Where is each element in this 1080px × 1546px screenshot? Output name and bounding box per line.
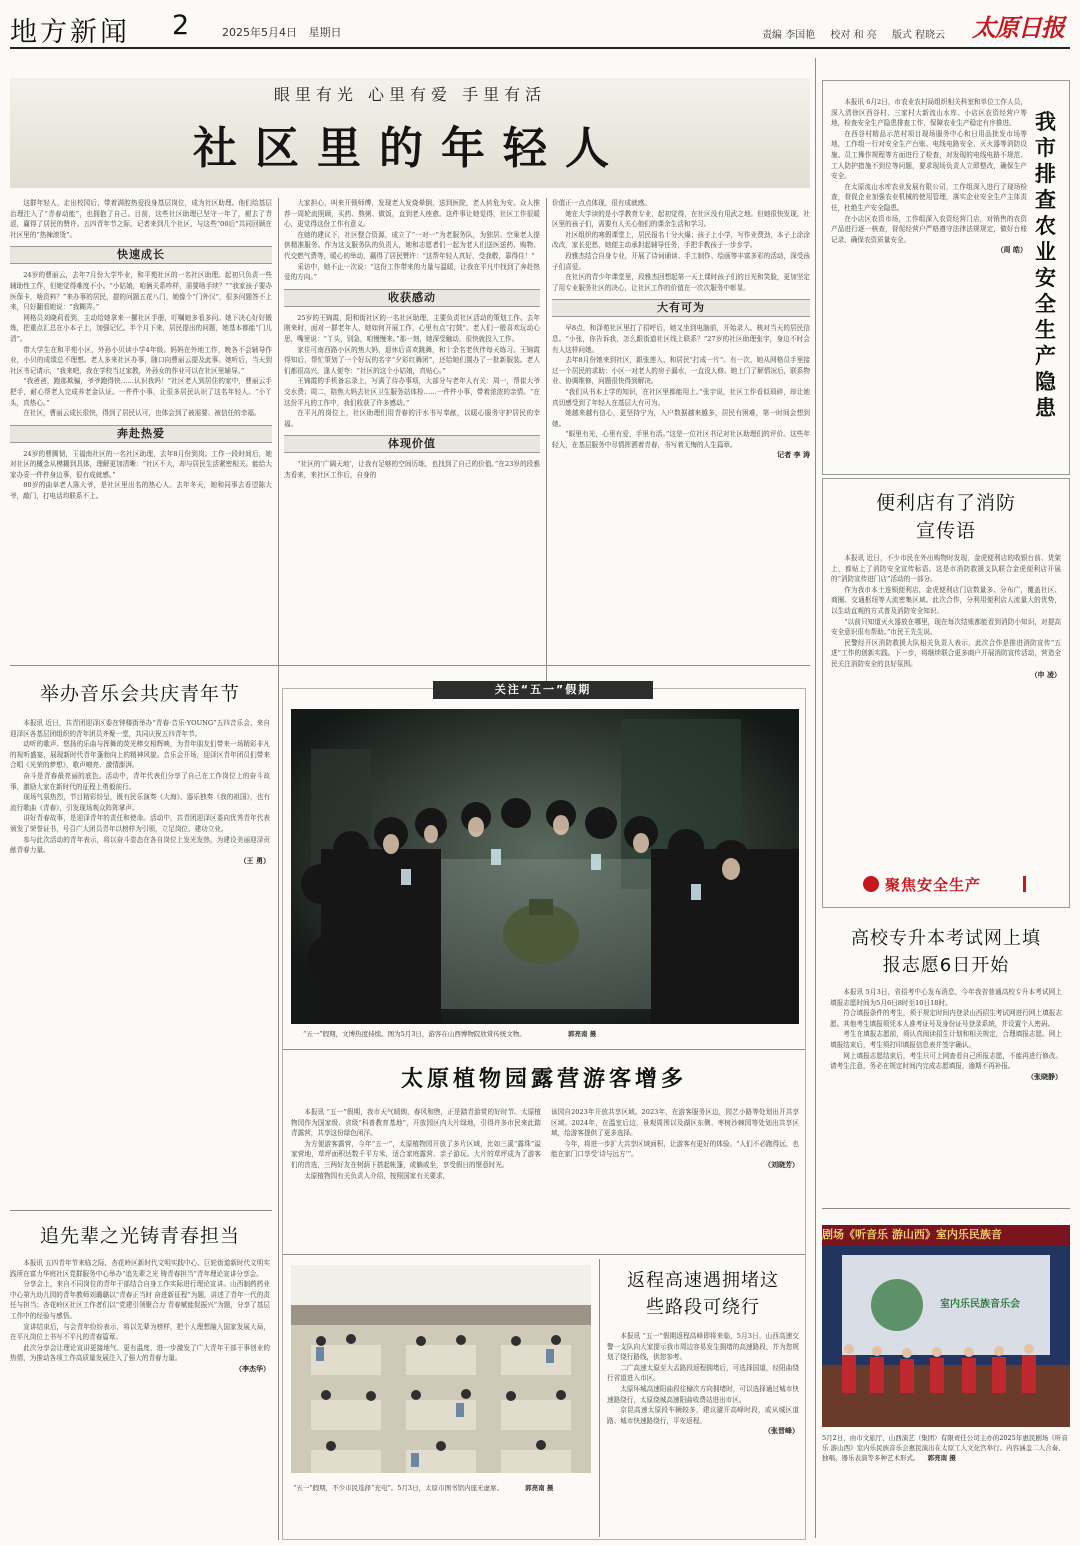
paragraph: 采访中，她不止一次说：“这份工作带来的力量与温暖，让我在平凡中找到了奔赴热爱的方向。” [284,262,540,282]
section-rule [822,1208,1070,1209]
paragraph: 奋斗是青春最亮丽的底色。活动中，青年代表们分享了自己在工作岗位上的奋斗故事，激励大家在新时代的征程上勇毅前行。 [10,771,270,791]
column-rule [278,672,279,1540]
may-day-section [282,683,806,1540]
concert-banner-text: 剧场《听音乐 游山西》室内乐民族音 [822,1228,1002,1241]
paper-logo: 太原日报 [972,13,1064,42]
paragraph: 去年8月份她来到社区，跟张莲入、和居民“打成一片”。有一次，她从网格员手里接过一个居民的求助：小区一对老人的房子漏水，一直没人修。她上门了解情况后，联系物业、协调维修，问题很快得到解决。 [552,356,810,386]
museum-caption-text: “五一”假期，文博热度持续。图为5月3日，游客在山西博物院欣赏传统文物。 [303,1030,526,1038]
paragraph: 在太原流山水库农业发展有限公司，工作组深入进行了现场检查，督促企业加强农业机械的使用管理，落实企业安全生产主体责任，杜绝生产安全隐患。 [831,182,1027,212]
paragraph: “以前只知道灭火器放在哪里，现在每次结账都能看到消防小知识，对提高安全意识很有帮助。”市民王先生说。 [831,617,1061,637]
paragraph: 她在大学读的是小学教育专业，起初觉得，在社区没有用武之地。但她很快发现，社区里的孩子们，需要有人关心他们的课余生活和学习。 [552,209,810,229]
checker-name: 和 亮 [853,30,877,41]
fire-author: （申 凌） [1030,670,1061,679]
focus-safety-bar [863,873,1033,895]
library-photo-illustration [291,1265,591,1473]
highway-body [607,1331,799,1527]
lead-col2 [284,198,540,696]
paragraph: 太原环城高速阳曲段往榆次方向拥堵时，可以选择通过城市快速路绕行，太原绕城高速阳曲收费站进出市区。 [607,1384,799,1404]
date: 2025年5月4日 [222,26,297,39]
paragraph: 段雅杰结合自身专业，开展了诗词诵读、手工制作、绘画等丰富多彩的活动，深受孩子们喜爱。 [552,251,810,271]
paragraph: 在她的建议下，社区整合资源，成立了“一对一”为老服务队，为独居、空巢老人提供精准服务。作为这支服务队的负责人，她和志愿者们一起为老人们送医送药、购物、代交燃气费等，暖心的举动，赢得了居民赞许：“这帮年轻人真好，受我敬，靠得住！” [284,230,540,260]
section-rule [283,1254,805,1255]
article-exam [822,925,1070,1195]
agri-body [831,97,1027,467]
lead-title: 社区里的年轻人 [193,123,627,174]
concert-banner [822,1225,1070,1245]
paragraph: 她越来越有信心，更坚持宁为，入户数据越来越多，居民有困难，第一时间会想到她。 [552,409,810,428]
paragraph: “我爸爸，跑那欺骗，爷爷跑得快……认识我吗！”社区老人到居住的家中，曹丽云手把手，耐心帮老人完成养老金认证。一件件小事，让很多居民认识了这名年轻人。“小丫头，真热心。” [10,377,272,407]
subhead-dayou: 大有可为 [552,299,810,317]
pioneer-body [10,1258,270,1508]
may-day-label-bar [433,681,653,699]
article-pioneer [10,1218,270,1540]
column-rule [546,198,547,698]
checker-label: 校对 [830,30,851,41]
editor-name: 李国艳 [785,30,816,41]
concert-photo [822,1225,1070,1427]
page-rule [815,58,816,1538]
paragraph: 参与此次活动的青年表示，将以奋斗姿态在各自岗位上发光发热，为建设美丽迎泽贡献青春力量。 [10,835,270,855]
focus-bar-mark [1023,876,1026,892]
paragraph: 在小店区农资市场，工作组深入农资经营门店，对销售的农资产品进行逐一核查，督促经营户严格遵守法律法规规定，做好台账记录，确保农资质量安全。 [831,214,1027,244]
music-body [10,718,270,1158]
paragraph: “眼里有光，心里有爱，手里有活。”这是一位社区书记对社区助理们的评价。这些年轻人，在基层服务中尽情挥洒着青春，书写着无悔的人生篇章。 [552,430,810,449]
weekday: 星期日 [308,26,342,39]
paragraph: 80岁的曲阜老人陈大爷，是社区里出名的热心人。去年冬天，她和同事去看望陈大爷，敲门，打电话均联系不上。 [10,481,272,501]
paragraph: 现场气氛热烈，节目精彩纷呈，既有民乐演奏《大海》、器乐独奏《我的祖国》，也有流行歌曲《青春》，引发现场观众阵阵掌声。 [10,793,270,812]
paragraph: 王锦霞的手机备忘录上，写满了待办事项，大部分与老年人有关：周一，帮崔大爷交水费；周二，陪焦大妈去社区卫生服务站体检……一件件小事，带着浓浓的亲情。“在这份平凡的工作中，我们收获了许多感动。” [284,377,540,407]
paragraph: 25岁的王锦霞，阳和街社区的一名社区助理，主要负责社区活动的策划工作。去年刚来时，面对一群老年人，她如何开展工作，心里有点“打鼓”。老人们一般喜欢玩动心思，嘴里说：“丫头，别急，咱慢慢来。”那一刻，她深受触动，很快就投入工作。 [284,313,540,343]
paragraph: 二广高速太原至大盂路段返程拥堵后，可选择国道，经阳曲绕行省道进入市区。 [607,1363,799,1383]
subhead-tixian: 体现价值 [284,435,540,453]
paragraph: 24岁的曹丽云，去年7月份大学毕业，和平苑社区的一名社区助理。起初只负责一些辅助性工作，但她觉得难度不小。“小姑娘，咱俩关系咋样，需要啥手续？”“我家孩子要办医保卡，啥资料？”来办事的居民，提的问题五花八门，她像个“门外汉”，很多问题答不上来，只好翻看她说：“我糊弄。” [10,271,272,312]
paragraph: 宣讲结束后，与会青年纷纷表示，将以先辈为榜样，把个人理想融入国家发展大局，在平凡岗位上书写不平凡的青春篇章。 [10,1322,270,1342]
exam-author: （张晓静） [1027,1072,1062,1081]
may-day-label: 关注“五一”假期 [494,683,592,696]
concert-caption-text: 5月2日，由市文旅厅、山西演艺（集团）有限责任公司主办的2025年惠民剧场《听音乐 游山西》室内乐民族音乐会惠民演出在太原工人文化宫举行。内容涵盖二人合奏、独唱、器乐表演等多种艺术形式。 [822,1434,1068,1462]
garden-author: （刘晓芳） [764,1160,799,1169]
museum-photo-illustration [291,709,799,1024]
paragraph: 24岁的曹腾韧，玉福南社区的一名社区助理，去年8月份到岗。工作一段时间后，她对社区的概念从模糊到具体，理解更加清晰：“社区不大，却与居民生活紧密相关。能给大家办妥一件件身边事，很有成就感。” [10,449,272,479]
museum-photo-credit: 郭亮南 摄 [568,1030,597,1038]
paragraph: 网上填报志愿结束后，考生只可上网查看自己所报志愿，不能再进行修改。请考生注意，务必在规定时间内完成志愿填报，逾期不再补报。 [830,1051,1062,1071]
credits [762,26,945,41]
masthead [0,0,1080,50]
paragraph: 该园自2023年开放共享区域。2023年，在游客服务区边，园艺小路等处划出开共享区域。2024年，在温室后边，景观周围以及湖区东侧、枣树沙棘园等处划出共享区域，给游客提供了更多选择。 [551,1108,799,1138]
garden-title: 太原植物园露营游客增多 [400,1067,687,1092]
paragraph: 本报讯 “五一”假期，我市天气晴朗，春风和煦，正是踏青游赏的好时节。太原植物园作为国家级、省级“科普教育基地”，开放园区内大片绿地，引得许多市民来此踏青露营，共享这份绿色闲洋。 [291,1108,541,1138]
concert-photo-block [822,1225,1070,1540]
museum-photo [291,709,799,1024]
article-highway [607,1267,799,1527]
column-rule [599,1259,600,1537]
paragraph: 本报讯 6月2日，市农业农村局组织相关科室和单位工作人员，深入清徐区西谷村、三家村大新流山水库、小店区农资经营户等地，检查安全生产隐患排查工作，保障农业生产稳定有序推进。 [831,98,1027,128]
paragraph: 动听的歌声、悠扬的乐曲与挥舞的荧光棒交相辉映，为青年朋友们带来一场精彩非凡的视听盛宴，展现新时代青年蓬勃向上的精神风貌。音乐会开场，迎泽区青年团员们带来合唱《光荣的梦想》，歌声嘹亮、激情澎湃。 [10,740,270,770]
article-music [10,672,270,1202]
exam-title: 高校专升本考试网上填报志愿6日开始 [851,928,1041,976]
paragraph: 讲好青春故事，是迎泽青年的责任和使命。活动中，共青团迎泽区委向优秀青年代表颁发了荣誉证书，号召广大团员青年以榜样为引领，立足岗位、建功立业。 [10,814,270,833]
paragraph: 此次分享会让理论宣讲更接地气、更有温度，进一步激发了广大青年干部干事创业的热情，为推动各项工作高质量发展注入了强大的青春力量。 [10,1343,270,1363]
paragraph: 在社区的青少年课堂里，段雅杰回想起第一天上课时孩子们的目光和笑脸，更加坚定了用专业服务社区的决心，让社区工作的价值在一次次服务中彰显。 [552,273,810,292]
paragraph: 家住可南西路小区的焦大妈，退休后喜欢跳舞，和十余名老伙伴每天练习。王锦霞得知后，帮忙策划了一个好玩的名字“夕彩红舞团”，还给她们置办了一批新服装。老人们都很高兴，逢人便夸：“社区的这个小姑娘，真贴心。” [284,345,540,375]
paragraph: 本报讯 近日，共青团迎泽区委在钟楼街举办“青春·音乐·YOUNG”五四音乐会，来自迎泽区各基层团组织的青年团员齐聚一堂，共同庆祝五四青年节。 [10,719,270,738]
paragraph: 太原植物园有关负责人介绍，按照国家有关要求， [304,1171,450,1180]
library-caption-text: “五一”假期，不少市民选择“充电”。5月3日，太原市图书馆内座无虚席。 [293,1484,504,1492]
paragraph: 社区组织的寒假课堂上，居民报名十分火爆；孩子上小学，写作业费劲，本子上涂涂改改，家长犯愁，她便主动承担起辅导任务，手把手教孩子一步步学。 [552,230,810,250]
lead-kicker: 眼里有光 心里有爱 手里有活 [273,85,547,104]
fire-title: 便利店有了消防宣传语 [875,492,1016,542]
date-line [222,24,342,40]
concert-photo-credit: 郭亮南 摄 [927,1454,956,1462]
article-agri-safety [822,80,1070,475]
article-fire-safety [822,478,1070,908]
paragraph: 大家担心，叫来开锁师傅，发现老人发烧晕倒，送到医院，老人转危为安。众人推荐一周轮流照顾，买药、熬粥、做饭，直到老人痊愈。这件事让她觉得，社区工作很暖心，更觉得这份工作有意义。 [284,199,540,229]
masthead-rule [10,47,1070,49]
library-caption [293,1483,593,1493]
library-photo-credit: 郭亮南 摄 [525,1484,554,1492]
subhead-shouhuo: 收获感动 [284,289,540,307]
agri-title: 我市排查农业安全生产隐患 [1035,110,1056,420]
paragraph: 价值正一点点体现，很有成就感。 [552,199,651,207]
museum-caption [303,1029,783,1039]
designer-name: 程晓云 [915,30,946,41]
column-rule [278,198,279,698]
fire-body [831,553,1061,873]
paragraph: 本报讯 5月3日，省招考中心发布消息，今年我省普通高校专升本考试网上填报志愿时间为5月6日8时至10日18时。 [830,988,1062,1007]
highway-author: （张晋峰） [764,1427,799,1436]
pioneer-title: 追先辈之光铸青春担当 [40,1225,241,1247]
concert-caption [822,1433,1070,1537]
paragraph: 本报讯 “五一”假期返程高峰即将来临，5月3日，山西高速交警一支队向大家提示我市周边容易发生拥堵的高速路段，并为您规划了绕行路线，供您参考。 [607,1332,799,1362]
garden-col2 [551,1107,799,1247]
subhead-benfu: 奔赴热爱 [10,425,272,443]
paragraph: 为方便游客露营，今年“五一”，太原植物园开放了多片区域，比如三溪“露珠”溢家营地，草坪面积达数千平方米，适合家庭露营、亲子游玩。大片的草坪成为了游客们的首选，三两好友在树荫下搭起帐篷，或躺或坐，享受假日的惬意时光。 [291,1139,541,1169]
focus-safety-label: 聚焦安全生产 [885,876,982,894]
music-title: 举办音乐会共庆青年节 [39,683,240,705]
paragraph: 作为我市本土连锁便利店，金虎便利店门店数量多、分布广，覆盖社区、商圈、交通枢纽等人流密集区域。此次合作，分利用便利店人流量大的优势，以生动直观的方式普及消防安全知识。 [831,585,1061,615]
section-rule [283,1049,805,1050]
lead-story [10,58,810,658]
exam-body [830,987,1062,1187]
paragraph: 网格员刘晓莉看到，主动给她拿来一摞社区手册，叮嘱她多看多问。她下决心好好锻炼，把重点汇总在小本子上，加强记忆。半个月下来，居民提出的问题，她基本都能“门儿清”。 [10,313,272,343]
designer-label: 版式 [891,30,912,41]
paragraph: 符合填报条件的考生，须于规定时间内登录山西招生考试网进行网上填报志愿。其他考生填报须凭本人准考证号及身份证号登录系统，并设置个人密码。 [830,1009,1062,1028]
pioneer-author: （李杰华） [235,1364,270,1373]
highway-title: 返程高速遇拥堵这些路段可绕行 [627,1270,779,1318]
lead-col1 [10,198,272,696]
paragraph: 本报讯 五四青年节来临之际，杏花岭区新时代文明实践中心、巨轮街道新时代文明实践所在富力华庭社区党群服务中心举办“追先辈之光 铸青春担当”青年理论宣讲分享会。 [10,1259,270,1278]
paragraph: 民警经开区消防救援大队相关负责人表示，此次合作是推进消防宣传“五进”工作的创新实践。下一步，将继续联合更多商户开展消防宣传活动，营造全民关注消防安全的良好氛围。 [831,638,1061,668]
paragraph: 今年，将进一步扩大共享区域面积，让游客有更好的体验。“人们不必跑得远，也能在家门口享受‘诗与远方’”。 [551,1139,799,1159]
page-number: 2 [172,10,190,41]
paragraph: 在西谷村精品示范村项目现场服务中心和日用品批发市场等地，工作组一行对安全生产台账、电线电路安全、灭火器等消防设施、员工操作规程等方面进行了检查，对发现的电线电路不规范、工人防护措施不到位等问题，要求现场负责人立即整改，确保生产安全。 [831,129,1027,181]
focus-icon [863,876,879,892]
paragraph: “我们从书本上学的知识，在社区里都能用上。”张宇说，社区工作看似琐碎，却让她真切感受到了年轻人在基层大有可为。 [552,387,810,407]
subhead-kuaisu: 快速成长 [10,246,272,264]
lead-col3 [552,198,810,698]
section-title: 地方新闻 [10,17,130,48]
paragraph: 京昆高速太原段车辆较多，建议避开高峰时段，或从城区道路、城市快速路绕行，平安返程。 [607,1406,799,1425]
paragraph: 在社区，曹丽云成长很快，得到了居民认可，也体会到了被需要、被信任的幸福。 [23,409,261,418]
lead-intro: 这群年轻人，走出校园后，带着满腔热爱投身基层岗位，成为社区助理。他们给基层治理注入了“青春动能”，也拥抱了自己。目前，这些社区助理已坚守一年了，褪去了青涩，赢得了居民的赞许。五四青年节之际，记者来到几个社区，与这些“00后”共同回顾在社区里的“热辣滚烫”。 [10,199,272,239]
editor-label: 责编 [762,30,782,41]
lead-author: 记者 李 涛 [777,451,810,460]
paragraph: 在平凡的岗位上，社区助理们用青春的汗水书写奉献，以暖心服务守护居民的幸福。 [284,409,540,428]
lead-bottom-rule [10,665,810,666]
library-photo [291,1265,591,1473]
garden-col1 [291,1107,541,1247]
paragraph: 带大学生在和平苑小区，外孙小贝读小学4年级。妈妈在外地工作，晚各不会辅导作业，小贝的成绩总不理想。老人多来社区办事，随口向曹丽云提及此事。她听后，当天到社区书记请示，“我来吧，我在学校当过家教，外孙女的作业可以在社区里辅导。” [10,345,272,375]
paragraph: 考生在填报志愿前，须认真阅读招生计划和相关规定，合理填报志愿。网上填报结束后，考生须打印填报信息表并签字确认。 [830,1030,1062,1049]
paragraph: 早8点，和泽苑社区里打了招呼后，她又坐到电脑前，开始录入、核对当天的居民信息。“小张，你告诉我，怎么跟街道社区线上联系？”27岁的社区助理张宇，身边不时会有人这样问她。 [552,324,810,354]
concert-stage-title: 室内乐民族音乐会 [940,1299,1020,1310]
paragraph: “社区的‘广阔天地’，让我有足够的空间历练，也找到了自己的价值。”在23岁的段雅杰看来，来社区工作后，自身的 [284,460,540,479]
agri-author: （周 皓） [996,246,1027,255]
music-author: （王 勇） [239,856,270,865]
concert-stage-illustration [822,1245,1070,1427]
paragraph: 本报讯 近日，不少市民在外出购物时发现，金虎便利店的收银台前、货架上，都贴上了消防安全宣传标语。这是市消防救援支队联合金虎便利店开展的“消防宣传进门店”活动的一部分。 [831,554,1061,584]
paragraph: 分享会上，来自不同岗位的青年干部结合自身工作实际进行理论宣讲。山西制药药业中心第九幼儿园的青年教师刘璐璐以“青春正当时 奋进新征程”为题，讲述了青年一代的责任与担当；杏花岭区社区工作者们以“党建引领聚合力 青春赋能促振兴”为题，分享了基层工作中的经验与感悟。 [10,1280,270,1320]
section-rule [10,1210,272,1211]
